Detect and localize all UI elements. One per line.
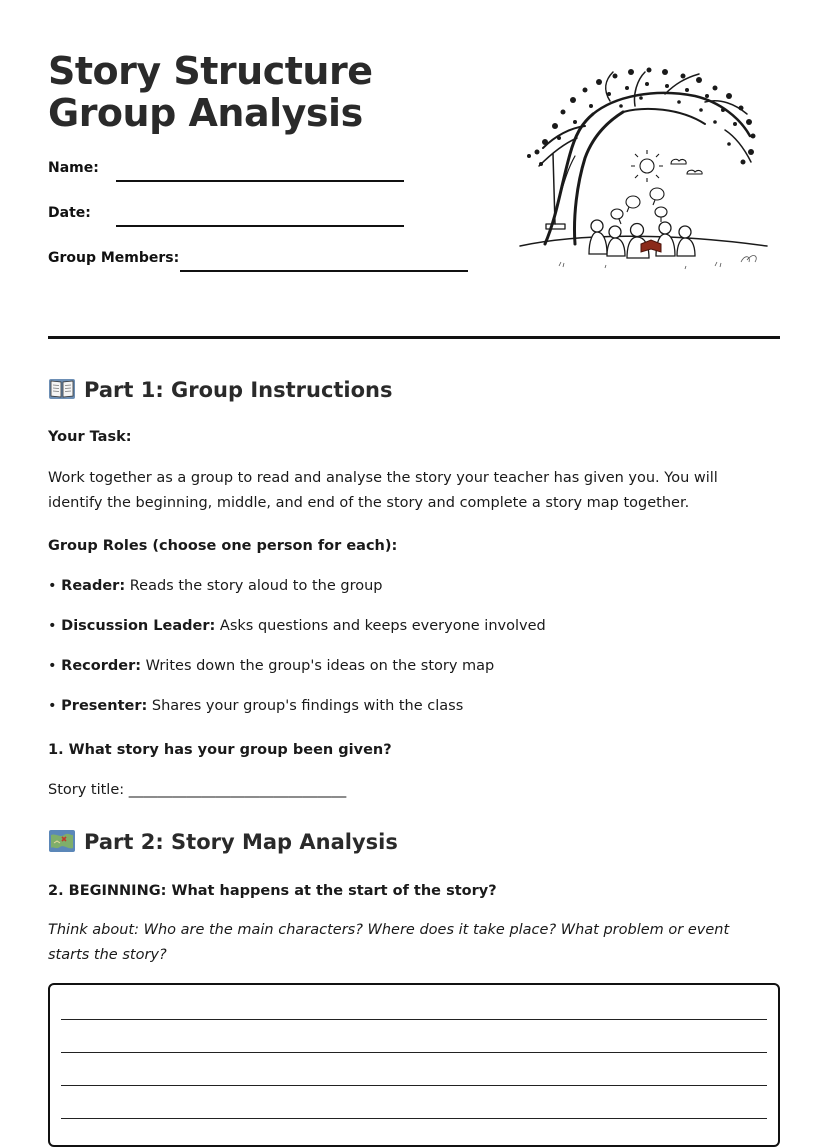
role-description: Shares your group's findings with the class xyxy=(151,698,464,714)
task-label: Your Task: xyxy=(48,429,132,445)
name-field xyxy=(48,158,408,182)
name-label: Name: xyxy=(48,160,99,176)
role-bullet: • xyxy=(48,698,57,714)
role-bullet: • xyxy=(48,618,57,634)
role-bullet: • xyxy=(48,578,57,594)
group-members-input-line[interactable] xyxy=(180,270,468,272)
group-members-label: Group Members: xyxy=(48,250,180,266)
tree-reading-illustration xyxy=(515,66,773,282)
role-item-presenter xyxy=(48,694,463,719)
date-field xyxy=(48,203,408,227)
beginning-answer-box[interactable] xyxy=(48,983,780,1147)
role-name: Reader: xyxy=(61,578,126,594)
part1-heading-text: Part 1: Group Instructions xyxy=(84,378,393,402)
role-description: Writes down the group's ideas on the story map xyxy=(145,658,495,674)
story-title-line[interactable]: Story title: ______________________________ xyxy=(48,782,347,798)
open-book-icon xyxy=(48,377,76,401)
map-icon xyxy=(48,829,76,853)
task-text: Work together as a group to read and analyse the story your teacher has given you. You will identify the beginning, middle, and end of the story and complete a story map together. xyxy=(48,470,718,511)
date-input-line[interactable] xyxy=(116,225,404,227)
group-members-field xyxy=(48,248,472,272)
part1-heading xyxy=(48,376,393,404)
role-bullet: • xyxy=(48,658,57,674)
role-description: Asks questions and keeps everyone involved xyxy=(219,618,546,634)
role-name: Presenter: xyxy=(61,698,148,714)
answer-line[interactable] xyxy=(61,1118,767,1119)
date-label: Date: xyxy=(48,205,91,221)
question-1: 1. What story has your group been given? xyxy=(48,742,392,758)
role-item-reader xyxy=(48,574,382,599)
role-item-recorder xyxy=(48,654,494,679)
role-name: Discussion Leader: xyxy=(61,618,216,634)
question-2-hint: Think about: Who are the main characters? Where does it take place? What problem or event starts the story? xyxy=(48,922,730,963)
roles-label: Group Roles (choose one person for each): xyxy=(48,538,398,554)
question-2: 2. BEGINNING: What happens at the start of the story? xyxy=(48,883,497,899)
section-divider xyxy=(48,336,780,339)
answer-line[interactable] xyxy=(61,1052,767,1053)
role-item-discussion-leader xyxy=(48,614,546,639)
page-title: Story Structure Group Analysis xyxy=(48,49,373,135)
answer-line[interactable] xyxy=(61,1085,767,1086)
name-input-line[interactable] xyxy=(116,180,404,182)
answer-line[interactable] xyxy=(61,1019,767,1020)
role-description: Reads the story aloud to the group xyxy=(129,578,383,594)
part2-heading xyxy=(48,828,398,856)
part2-heading-text: Part 2: Story Map Analysis xyxy=(84,830,398,854)
role-name: Recorder: xyxy=(61,658,142,674)
